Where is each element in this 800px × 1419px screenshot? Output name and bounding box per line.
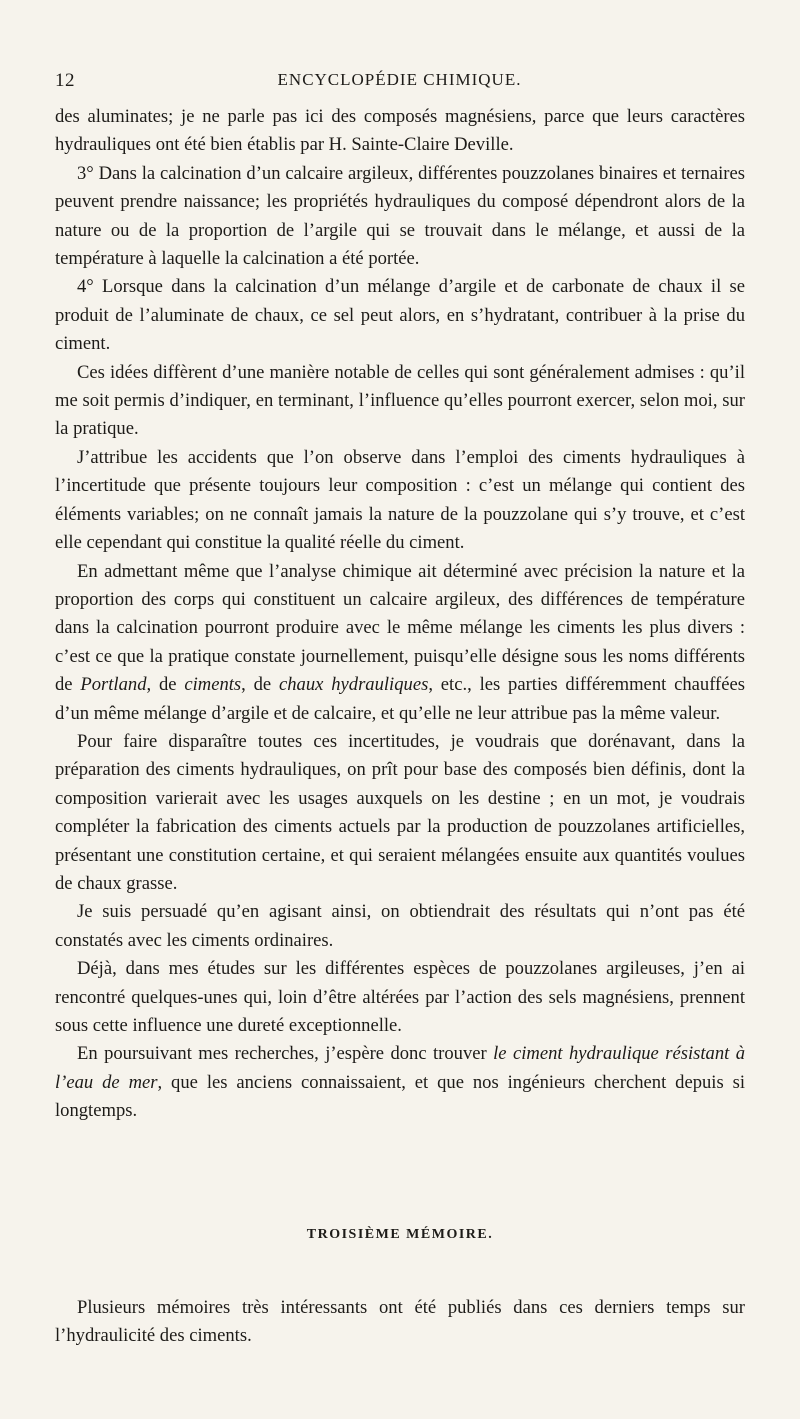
paragraph: Plusieurs mémoires très intéressants ont été publiés dans ces derniers temps sur l’hydraulicité des ciments.: [55, 1297, 745, 1347]
text-run: Pour faire disparaître toutes ces incertitudes, je voudrais que dorénavant, dans la préparation des ciments hydrauliques, on prît pour base des composés bien définis, dont la composition varierait avec les usages auxquels on les destine ; en un mot, je voudrais compléter la fabrication des ciments actuels par la production de pouzzolanes artificielles, présentant une constitution certaine, et qui seraient mélangées ensuite aux quantités voulues de chaux grasse.: [55, 730, 745, 894]
body-text: [55, 103, 745, 1126]
text-run: Ces idées diffèrent d’une manière notable de celles qui sont généralement admises : qu’il me soit permis d’indiquer, en terminant, l’influence qu’elles pourront exercer, selon moi, sur la pratique.: [55, 361, 745, 440]
italic-run: Portland: [80, 674, 147, 696]
paragraph: [55, 273, 745, 358]
paragraph: [55, 898, 745, 955]
paragraph: [55, 444, 745, 558]
paragraph: [55, 728, 745, 898]
italic-run: chaux hydrauliques: [279, 674, 429, 696]
section-heading: TROISIÈME MÉMOIRE.: [306, 1227, 494, 1242]
paragraph: [55, 103, 745, 160]
text-run: Je suis persuadé qu’en agisant ainsi, on obtiendrait des résultats qui n’ont pas été constatés avec les ciments ordinaires.: [55, 901, 745, 951]
text-run: En poursuivant mes recherches, j’espère donc trouver: [77, 1043, 494, 1065]
paragraph: [55, 1040, 745, 1125]
page-number: 12: [55, 70, 75, 91]
page-header: [55, 70, 744, 100]
text-run: , etc., les parties différemment chauffées d’un même mélange d’argile et de calcaire, et qu’elle ne leur attribue pas la même valeur.: [55, 674, 745, 724]
running-title: ENCYCLOPÉDIE CHIMIQUE.: [277, 70, 522, 89]
text-run: , de: [146, 674, 185, 696]
paragraph: [55, 359, 745, 444]
italic-run: ciments: [184, 674, 242, 696]
text-run: J’attribue les accidents que l’on observe dans l’emploi des ciments hydrauliques à l’incertitude que présente toujours leur composition : c’est un mélange qui contient des éléments variables; on ne connaît jamais la nature de la pouzzolane qui s’y trouve, et c’est elle cependant qui constitue la qualité réelle du ciment.: [55, 446, 745, 554]
italic-run: le ciment hydraulique résistant à l’eau de mer: [55, 1043, 745, 1093]
text-run: des aluminates; je ne parle pas ici des composés magnésiens, parce que leurs caractères hydrauliques ont été bien établis par H. Sainte-Claire Deville.: [55, 106, 745, 156]
text-run: 3° Dans la calcination d’un calcaire argileux, différentes pouzzolanes binaires et ternaires peuvent prendre naissance; les propriétés hydrauliques du composé dépendront alors de la nature ou de la proportion de l’argile qui se trouvait dans le mélange, et aussi de la température à laquelle la calcination a été portée.: [55, 162, 745, 270]
paragraph: [55, 558, 745, 728]
text-run: 4° Lorsque dans la calcination d’un mélange d’argile et de carbonate de chaux il se produit de l’aluminate de chaux, ce sel peut alors, en s’hydratant, contribuer à la prise du ciment.: [55, 276, 745, 355]
text-run: Déjà, dans mes études sur les différentes espèces de pouzzolanes argileuses, j’en ai rencontré quelques-unes qui, loin d’être altérées par l’action des sels magnésiens, prennent sous cette influence une dureté exceptionnelle.: [55, 958, 745, 1036]
paragraph: [55, 160, 745, 274]
text-run: En admettant même que l’analyse chimique ait déterminé avec précision la nature et la proportion des corps qui constituent un calcaire argileux, des différences de température dans la calcination pourront produire avec le même mélange les ciments les plus divers : c’est ce que la pratique constate journellement, puisqu’elle désigne sous les noms différents de: [55, 560, 745, 696]
text-run: , que les anciens connaissaient, et que nos ingénieurs cherchent depuis si longtemps.: [55, 1071, 746, 1122]
text-run: , de: [241, 674, 279, 696]
paragraph: [55, 955, 745, 1040]
closing-text: [55, 1294, 745, 1351]
